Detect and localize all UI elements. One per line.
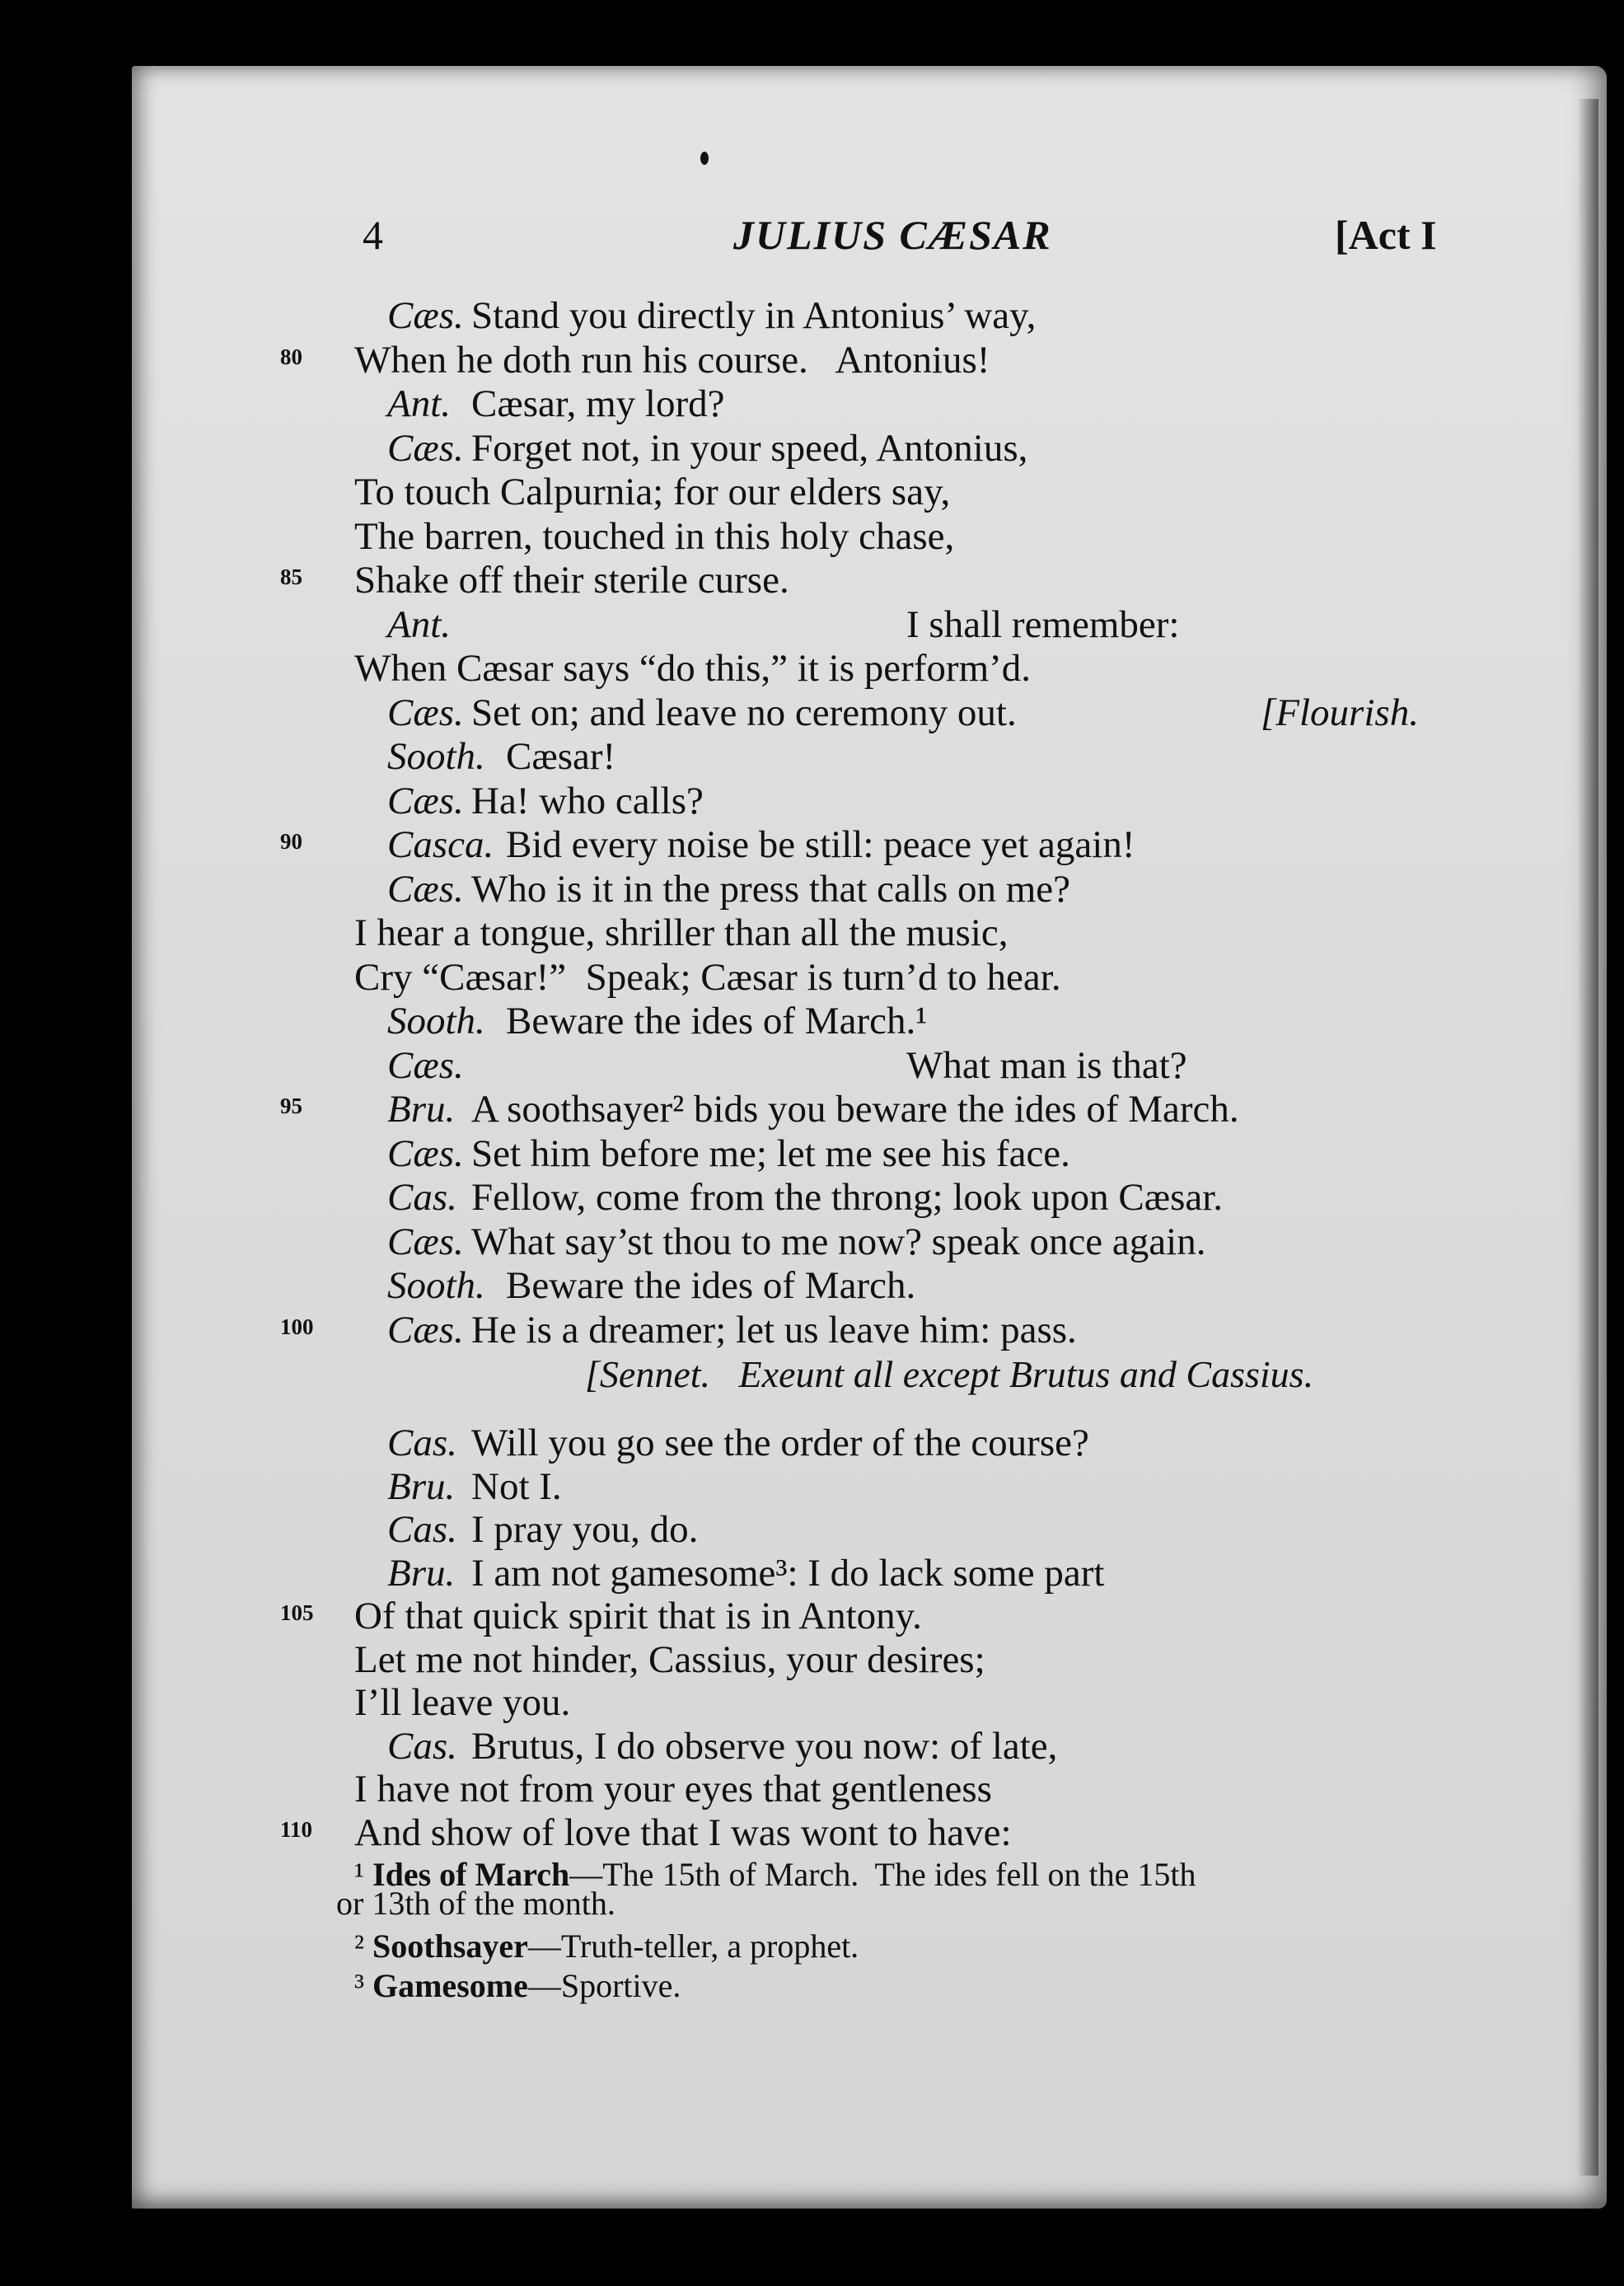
speaker-name: Cæs. bbox=[387, 294, 464, 337]
speaker-name: Cas. bbox=[387, 1422, 457, 1464]
speaker-name: Sooth. bbox=[387, 1000, 485, 1042]
verse-line: I am not gamesome³: I do lack some part bbox=[471, 1551, 1105, 1595]
verse-line: I pray you, do. bbox=[471, 1508, 699, 1551]
speaker-name: Cæs. bbox=[387, 1308, 464, 1351]
verse-line: Of that quick spirit that is in Antony. bbox=[354, 1595, 922, 1637]
verse-line: I’ll leave you. bbox=[354, 1681, 571, 1724]
page-edge-shadow bbox=[1577, 99, 1598, 2176]
line-number: 85 bbox=[280, 564, 302, 589]
verse-line: When Cæsar says “do this,” it is perform’d. bbox=[354, 647, 1032, 690]
speaker-name: Sooth. bbox=[387, 735, 485, 778]
speaker-name: Bru. bbox=[387, 1464, 456, 1508]
footnote-text: —Sportive. bbox=[527, 1967, 681, 2004]
footnote bbox=[354, 1967, 681, 2004]
verse-line: Set him before me; let me see his face. bbox=[471, 1131, 1070, 1175]
verse-line: Cry “Cæsar!” Speak; Cæsar is turn’d to hear. bbox=[354, 955, 1061, 999]
stage-direction: [Sennet. Exeunt all except Brutus and Cassius. bbox=[585, 1353, 1314, 1395]
footnote-term: Ides of March bbox=[372, 1856, 570, 1893]
verse-line: Beware the ides of March.¹ bbox=[506, 1000, 928, 1042]
speaker-name: Cæs. bbox=[387, 779, 464, 822]
speaker-name: Cæs. bbox=[387, 691, 464, 734]
verse-line: Who is it in the press that calls on me? bbox=[471, 867, 1071, 911]
speaker-name: Cas. bbox=[387, 1508, 457, 1551]
footnote-mark: ² bbox=[354, 1928, 372, 1965]
verse-line: And show of love that I was wont to have: bbox=[354, 1811, 1012, 1854]
line-number: 100 bbox=[280, 1314, 314, 1339]
speaker-name: Cas. bbox=[387, 1176, 457, 1219]
speaker-name: Cæs. bbox=[387, 1043, 464, 1087]
verse-line: Bid every noise be still: peace yet again! bbox=[506, 823, 1135, 866]
verse-line: Fellow, come from the throng; look upon Cæsar. bbox=[471, 1176, 1224, 1219]
verse-line: What man is that? bbox=[906, 1043, 1187, 1087]
verse-line: Will you go see the order of the course? bbox=[471, 1422, 1089, 1464]
verse-line: Brutus, I do observe you now: of late, bbox=[471, 1724, 1058, 1768]
footnote-continuation: or 13th of the month. bbox=[336, 1885, 615, 1922]
line-number: 90 bbox=[280, 829, 302, 854]
verse-line: To touch Calpurnia; for our elders say, bbox=[354, 471, 951, 513]
footnote bbox=[354, 1930, 859, 1963]
verse-line: Stand you directly in Antonius’ way, bbox=[471, 294, 1037, 337]
speaker-name: Cæs. bbox=[387, 426, 464, 470]
speaker-name: Cæs. bbox=[387, 867, 464, 911]
footnote-text: —The 15th of March. The ides fell on the 15th bbox=[569, 1856, 1196, 1893]
footnote-text: —Truth-teller, a prophet. bbox=[527, 1928, 859, 1965]
stage-direction-inline: [Flourish. bbox=[1261, 691, 1419, 734]
verse-line: A soothsayer² bids you beware the ides of March. bbox=[471, 1088, 1239, 1131]
verse-line: I have not from your eyes that gentleness bbox=[354, 1768, 992, 1811]
verse-line: Not I. bbox=[471, 1464, 562, 1508]
verse-line: Set on; and leave no ceremony out. bbox=[471, 691, 1017, 734]
verse-line: Beware the ides of March. bbox=[506, 1264, 916, 1307]
footnote-mark: ³ bbox=[354, 1967, 372, 2004]
verse-line: The barren, touched in this holy chase, bbox=[354, 514, 955, 558]
line-number: 105 bbox=[280, 1600, 314, 1625]
book-page bbox=[132, 66, 1607, 2209]
speaker-name: Sooth. bbox=[387, 1264, 485, 1307]
verse-line: What say’st thou to me now? speak once again. bbox=[471, 1220, 1206, 1263]
verse-line: Ha! who calls? bbox=[471, 779, 704, 822]
verse-line: Forget not, in your speed, Antonius, bbox=[471, 426, 1028, 470]
speaker-name: Bru. bbox=[387, 1551, 456, 1595]
footnote-mark: ¹ bbox=[354, 1856, 372, 1893]
verse-line: Cæsar! bbox=[506, 735, 616, 778]
act-label: [Act I bbox=[1335, 212, 1437, 258]
speaker-name: Cæs. bbox=[387, 1131, 464, 1175]
speaker-name: Ant. bbox=[387, 382, 452, 425]
verse-line: When he doth run his course. Antonius! bbox=[354, 338, 990, 382]
line-number: 110 bbox=[280, 1816, 313, 1842]
speaker-name: Ant. bbox=[387, 602, 452, 646]
footnote-term: Soothsayer bbox=[372, 1928, 528, 1965]
speaker-name: Cæs. bbox=[387, 1220, 464, 1263]
verse-line: He is a dreamer; let us leave him: pass. bbox=[471, 1308, 1077, 1351]
verse-line: Cæsar, my lord? bbox=[471, 382, 725, 425]
line-number: 80 bbox=[280, 344, 302, 369]
verse-line: Let me not hinder, Cassius, your desires; bbox=[354, 1637, 985, 1681]
running-title: JULIUS CÆSAR bbox=[733, 212, 1052, 258]
page-mark bbox=[700, 152, 709, 165]
speaker-name: Cas. bbox=[387, 1724, 457, 1768]
footnote-term: Gamesome bbox=[372, 1967, 528, 2004]
verse-line: I shall remember: bbox=[906, 602, 1180, 646]
verse-line: Shake off their sterile curse. bbox=[354, 559, 789, 602]
line-number: 95 bbox=[280, 1094, 302, 1118]
speaker-name: Casca. bbox=[387, 823, 494, 866]
page-number: 4 bbox=[363, 212, 383, 258]
verse-line: I hear a tongue, shriller than all the music, bbox=[354, 911, 1009, 954]
speaker-name: Bru. bbox=[387, 1088, 456, 1131]
